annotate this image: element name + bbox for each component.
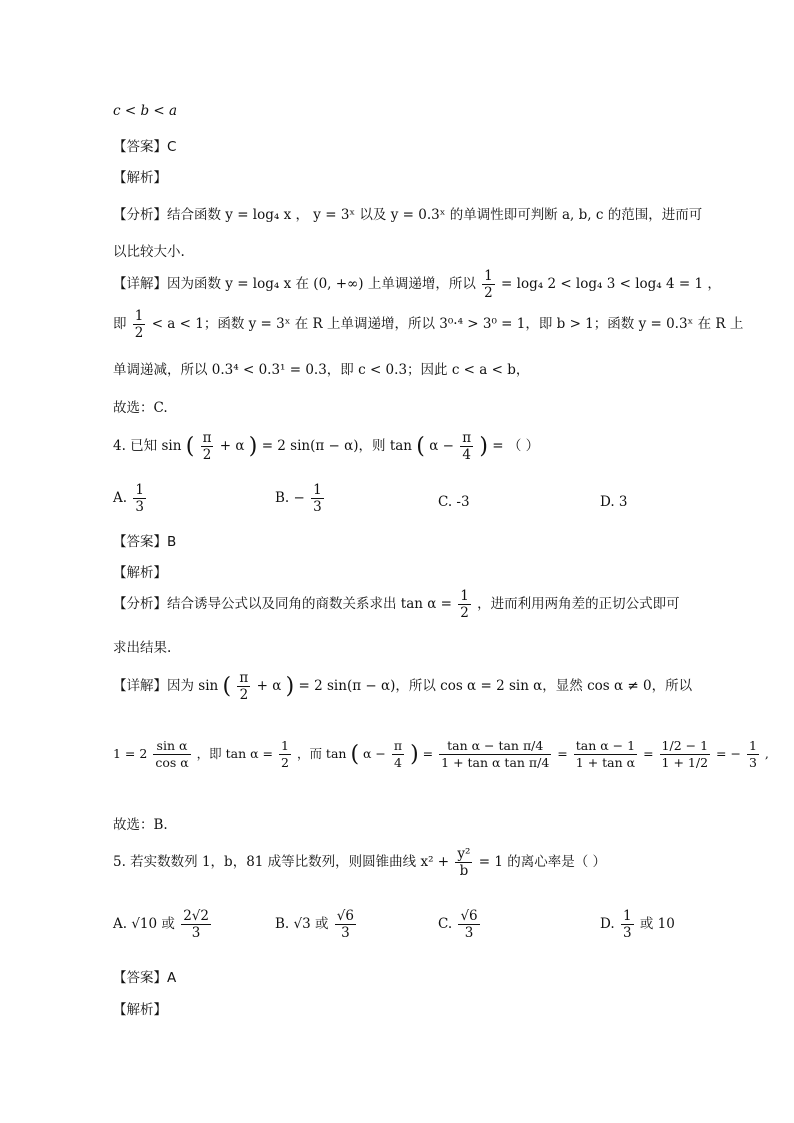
- answer-label-q4: 【答案】B: [113, 534, 177, 550]
- fraction-one-half: $\frac{1}{2}$: [134, 308, 144, 341]
- question-5: 5. 若实数数列 1，b，81 成等比数列，则圆锥曲线 x² + $\frac{\text{y²}}{b}$ = 1 的离心率是（ ）: [113, 846, 607, 879]
- analysis-text-q4-line1: 【分析】结合诱导公式以及同角的商数关系求出 tan α = $\frac{1}{2}$ ，进而利用两角差的正切公式即可: [113, 588, 680, 621]
- paren-close: ): [248, 434, 258, 459]
- option-5d: D. $\frac{1}{3}$ 或 10: [600, 908, 675, 941]
- detail-q4-line1: 【详解】因为 sin ( $\frac{\pi}{2}$ + α ) = 2 sin(π − α)，所以 cos α = 2 sin α，显然 cos α ≠ 0，所以: [113, 670, 693, 703]
- option-5c: C. $\frac{√6}{3}$: [438, 908, 478, 941]
- option-5a: A. √10 或 $\frac{2√2}{3}$: [113, 908, 209, 941]
- question-4: [113, 430, 539, 463]
- analysis-label-q4: 【解析】: [113, 565, 167, 581]
- analysis-text-q3-line1: 【分析】结合函数 y = log₄ x ， y = 3ˣ 以及 y = 0.3ˣ 的单调性即可判断 a, b, c 的范围，进而可: [113, 207, 703, 223]
- detail-q3-line1-post: = log₄ 2 < log₄ 3 < log₄ 4 = 1 ，: [501, 276, 721, 292]
- option-4a: A. $\frac{1}{3}$: [113, 482, 144, 515]
- paren-open: (: [416, 434, 425, 459]
- option-4b: B. − $\frac{1}{3}$: [275, 482, 322, 515]
- question-4-pre: 4. 已知 sin: [113, 438, 182, 454]
- plus-alpha: + α: [219, 438, 245, 454]
- option-4d: D. 3: [600, 494, 628, 510]
- fraction-one-half: $\frac{1}{2}$: [484, 268, 493, 301]
- choose-q3: 故选：C.: [113, 400, 168, 416]
- paren-close: ): [479, 434, 488, 459]
- prev-answer-inequality: c < b < a: [113, 103, 178, 119]
- detail-q3-line3: 单调递减，所以 0.3⁴ < 0.3¹ = 0.3，即 c < 0.3；因此 c < a < b，: [113, 362, 530, 378]
- detail-q3-line1-pre: 【详解】因为函数 y = log₄ x 在 (0, +∞) 上单调递增，所以: [113, 276, 476, 292]
- detail-q3-line1: [113, 268, 721, 301]
- analysis-label-q5: 【解析】: [113, 1002, 167, 1018]
- fraction-pi-over-2: $\frac{\pi}{2}$: [202, 430, 212, 463]
- analysis-text-q3-line2: 以比较大小.: [113, 244, 185, 260]
- question-4-mid: = 2 sin(π − α)，则 tan: [261, 438, 412, 454]
- analysis-text-q4-line2: 求出结果.: [113, 640, 172, 656]
- detail-q3-line2-post: < a < 1；函数 y = 3ˣ 在 R 上单调递增，所以 3⁰·⁴ > 3⁰ = 1，即 b > 1；函数 y = 0.3ˣ 在 R 上: [151, 316, 744, 332]
- question-4-post: = （ ）: [492, 438, 540, 454]
- alpha-minus: α −: [429, 438, 454, 454]
- answer-label-q3: 【答案】C: [113, 139, 177, 155]
- detail-q3-line2-pre: 即: [113, 316, 127, 332]
- option-4c: C. -3: [438, 494, 470, 510]
- detail-q3-line2: [113, 308, 743, 341]
- option-5b: B. √3 或 $\frac{√6}{3}$: [275, 908, 354, 941]
- answer-label-q5: 【答案】A: [113, 970, 177, 986]
- choose-q4: 故选：B.: [113, 817, 168, 833]
- analysis-label-q3: 【解析】: [113, 170, 167, 186]
- fraction-pi-over-4: $\frac{\pi}{4}$: [462, 430, 472, 463]
- paren-open: (: [185, 434, 195, 459]
- fraction-one-half: $\frac{1}{2}$: [460, 588, 469, 621]
- detail-q4-equation: 1 = 2 $\frac{\text{sin α}}{\text{cos α}}$ ，即 tan α = $\frac{1}{2}$ ，而 tan ( α − $\frac{\pi}{4}$ ) = $\frac{\text{tan α − tan π/4}}{\text{1 + tan α tan π/4}}$ = $\frac{\text{tan α − 1}}{\text{1 + tan α}}$ = $\frac{1/2 - 1}{1 + 1/2}$ = − $\frac{1}{3}$ ,: [113, 738, 769, 770]
